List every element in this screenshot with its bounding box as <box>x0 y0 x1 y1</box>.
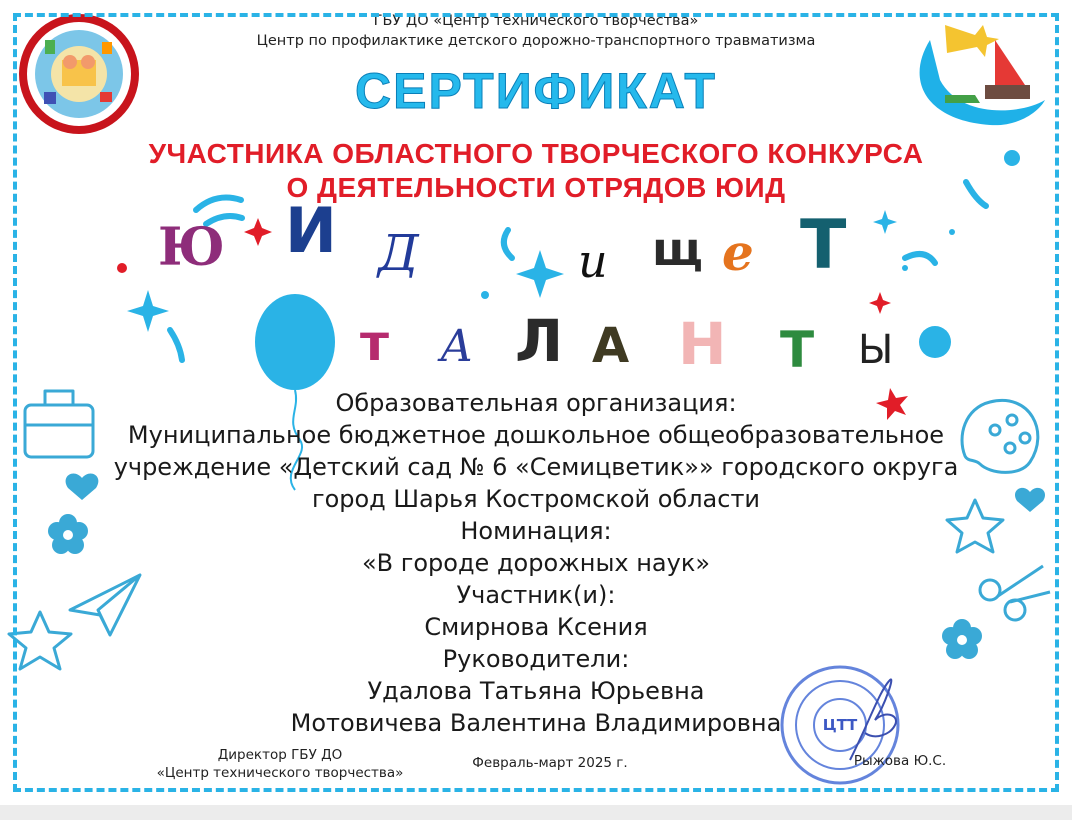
slogan-letter: Д <box>378 224 419 282</box>
slogan-letter: Ю <box>158 217 225 278</box>
slogan-letter: щ <box>652 222 703 276</box>
organization-label: Образовательная организация: <box>335 389 737 417</box>
leaders-label: Руководители: <box>442 645 630 673</box>
slogan-letter: Л <box>515 307 564 375</box>
leader-name-2: Мотовичева Валентина Владимировна <box>290 709 782 737</box>
slogan-letter: и <box>578 234 608 288</box>
certificate-title: СЕРТИФИКАТ <box>355 63 717 119</box>
director-line-1: Директор ГБУ ДО <box>217 747 343 763</box>
organization-name-line-3: город Шарья Костромской области <box>311 485 761 513</box>
slogan-letter: И <box>285 194 337 267</box>
signer-name: Рыжова Ю.С. <box>853 753 947 769</box>
subtitle-line-2: О ДЕЯТЕЛЬНОСТИ ОТРЯДОВ ЮИД <box>286 172 786 203</box>
slogan-letter: А <box>592 318 630 374</box>
organization-header: ГБУ ДО «Центр технического творчества» <box>373 13 699 29</box>
participant-name: Смирнова Ксения <box>424 613 648 641</box>
director-line-2: «Центр технического творчества» <box>156 765 404 781</box>
slogan-letter: е <box>722 223 754 282</box>
nomination-value: «В городе дорожных наук» <box>361 549 711 577</box>
date: Февраль-март 2025 г. <box>472 755 628 771</box>
center-header: Центр по профилактике детского дорожно-транспортного травматизма <box>256 33 816 49</box>
slogan-letter: А <box>440 321 474 372</box>
slogan-letter: т <box>360 314 389 372</box>
slogan-letter: Т <box>800 206 847 285</box>
organization-name-line-2: учреждение «Детский сад № 6 «Семицветик»» городского округа <box>113 453 959 481</box>
slogan-letter: Н <box>678 310 727 378</box>
nomination-label: Номинация: <box>460 517 612 545</box>
stamp-text: ЦТТ <box>822 716 858 734</box>
slogan-letter: Т <box>780 321 815 379</box>
leader-name-1: Удалова Татьяна Юрьевна <box>367 677 705 705</box>
participant-label: Участник(и): <box>456 581 616 609</box>
director-title <box>150 746 410 782</box>
slogan-letter: Ы <box>858 327 894 373</box>
organization-name-line-1: Муниципальное бюджетное дошкольное общеобразовательное <box>127 421 945 449</box>
subtitle-line-1: УЧАСТНИКА ОБЛАСТНОГО ТВОРЧЕСКОГО КОНКУРСА <box>148 138 924 169</box>
